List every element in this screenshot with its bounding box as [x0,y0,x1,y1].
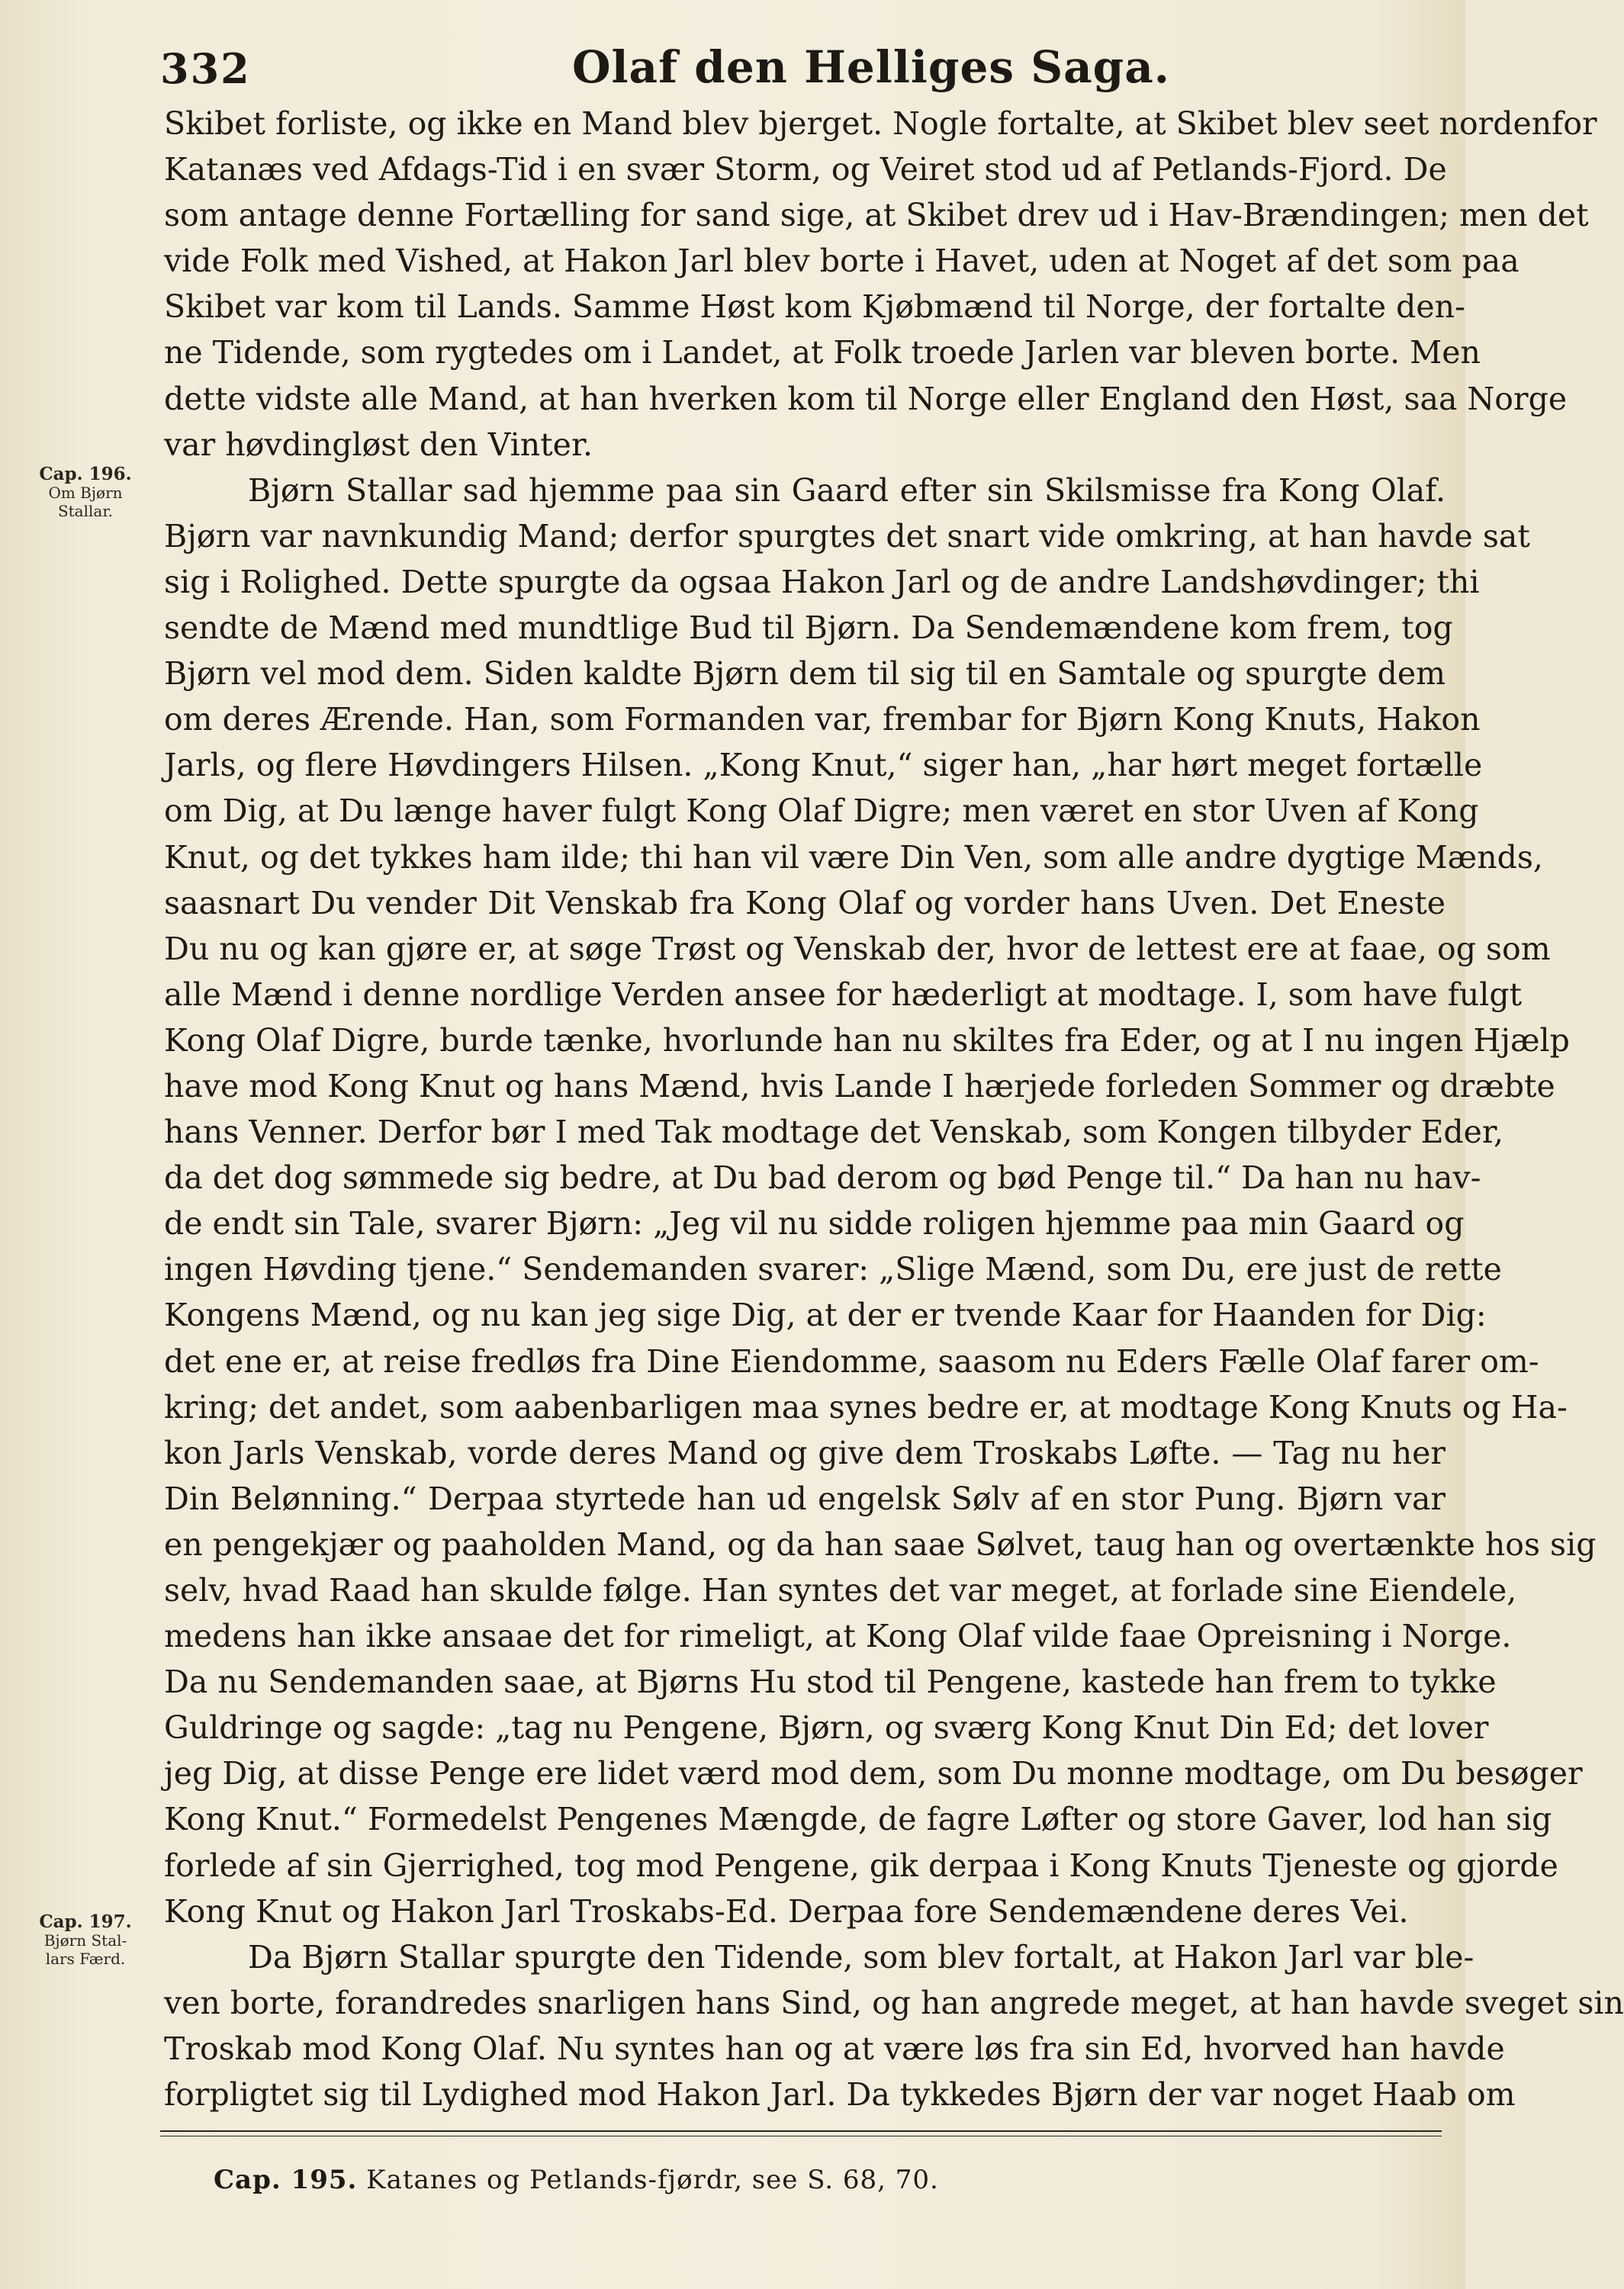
text-line: Da nu Sendemanden saae, at Bjørns Hu stod til Pengene, kastede han frem to tykke [164,1664,1497,1701]
text-line: alle Mænd i denne nordlige Verden ansee for hæderligt at modtage. I, som have fulgt [164,976,1523,1013]
text-line: Kong Knut og Hakon Jarl Troskabs-Ed. Derpaa fore Sendemændene deres Vei. [164,1892,1409,1930]
margin-note-line: Stallar. [57,502,114,520]
text-line: Du nu og kan gjøre er, at søge Trøst og Venskab der, hvor de lettest ere at faae, og som [164,930,1551,967]
page-header [160,37,1435,105]
margin-note-cap: Cap. 196. [39,464,132,484]
text-line: vide Folk med Vished, at Hakon Jarl blev borte i Havet, uden at Noget af det som paa [164,243,1519,280]
footnote-rule [160,2130,1442,2132]
text-line: forpligtet sig til Lydighed mod Hakon Jarl. Da tykkedes Bjørn der var noget Haab om [164,2076,1516,2114]
text-line: Katanæs ved Afdags-Tid i en svær Storm, og Veiret stod ud af Petlands-Fjord. De [164,151,1447,188]
text-line: Skibet forliste, og ikke en Mand blev bjerget. Nogle fortalte, at Skibet blev seet nordenfor [164,105,1597,142]
text-line: Bjørn Stallar sad hjemme paa sin Gaard efter sin Skilsmisse fra Kong Olaf. [248,471,1446,509]
footnote [214,2165,939,2195]
text-line: kon Jarls Venskab, vorde deres Mand og give dem Troskabs Løfte. — Tag nu her [164,1434,1446,1471]
text-line: Troskab mod Kong Olaf. Nu syntes han og at være løs fra sin Ed, hvorved han havde [164,2030,1505,2067]
text-line: have mod Kong Knut og hans Mænd, hvis Lande I hærjede forleden Sommer og dræbte [164,1067,1555,1104]
margin-note-line: Bjørn Stal- [43,1931,127,1950]
text-line: Kong Olaf Digre, burde tænke, hvorlunde han nu skiltes fra Eder, og at I nu ingen Hjælp [164,1021,1570,1059]
text-line: dette vidste alle Mand, at han hverken kom til Norge eller England den Høst, saa Norge [164,380,1568,417]
running-title: Olaf den Helliges Saga. [572,41,1170,93]
text-line: en pengekjær og paaholden Mand, og da han saae Sølvet, taug han og overtænkte hos sig [164,1525,1597,1563]
footnote-text: Katanes og Petlands-fjørdr, see S. 68, 70. [366,2165,939,2195]
text-line: saasnart Du vender Dit Venskab fra Kong Olaf og vorder hans Uven. Det Eneste [164,884,1446,921]
text-line: Knut, og det tykkes ham ilde; thi han vil være Din Ven, som alle andre dygtige Mænds, [164,838,1543,876]
text-line: selv, hvad Raad han skulde følge. Han syntes det var meget, at forlade sine Eiendele, [164,1572,1517,1609]
text-line: de endt sin Tale, svarer Bjørn: „Jeg vil nu sidde roligen hjemme paa min Gaard og [164,1205,1465,1243]
text-line: Kong Knut.“ Formedelst Pengenes Mængde, de fagre Løfter og store Gaver, lod han sig [164,1801,1552,1838]
text-line: om deres Ærende. Han, som Formanden var, frembar for Bjørn Kong Knuts, Hakon [164,701,1481,738]
text-line: Bjørn vel mod dem. Siden kaldte Bjørn dem til sig til en Samtale og spurgte dem [164,655,1446,693]
text-line: ingen Høvding tjene.“ Sendemanden svarer: „Slige Mænd, som Du, ere just de rette [164,1251,1502,1288]
text-line: Din Belønning.“ Derpaa styrtede han ud engelsk Sølv af en stor Pung. Bjørn var [164,1480,1446,1517]
text-line: sendte de Mænd med mundtlige Bud til Bjørn. Da Sendemændene kom frem, tog [164,609,1453,647]
margin-note-cap-196 [24,465,146,520]
margin-note-line: Om Bjørn [48,484,123,502]
text-line: ne Tidende, som rygtedes om i Landet, at Folk troede Jarlen var bleven borte. Men [164,334,1481,371]
page-number: 332 [160,44,251,93]
text-line: det ene er, at reise fredløs fra Dine Eiendomme, saasom nu Eders Fælle Olaf farer om- [164,1342,1539,1380]
text-line: Jarls, og flere Høvdingers Hilsen. „Kong Knut,“ siger han, „har hørt meget fortælle [164,747,1483,784]
margin-note-cap: Cap. 197. [39,1911,132,1932]
text-line: kring; det andet, som aabenbarligen maa synes bedre er, at modtage Kong Knuts og Ha- [164,1388,1568,1426]
margin-note-line: lars Færd. [45,1950,126,1968]
body-text [164,101,1624,2117]
text-line: Guldringe og sagde: „tag nu Pengene, Bjørn, og sværg Kong Knut Din Ed; det lover [164,1709,1489,1747]
text-line: jeg Dig, at disse Penge ere lidet værd mod dem, som Du monne modtage, om Du besøger [164,1755,1583,1792]
text-line: forlede af sin Gjerrighed, tog mod Pengene, gik derpaa i Kong Knuts Tjeneste og gjorde [164,1847,1558,1884]
text-line: som antage denne Fortælling for sand sige, at Skibet drev ud i Hav-Brændingen; men det [164,197,1589,234]
margin-note-cap-197 [24,1913,146,1968]
text-line: om Dig, at Du længe haver fulgt Kong Olaf Digre; men været en stor Uven af Kong [164,792,1479,830]
text-line: var høvdingløst den Vinter. [164,426,593,463]
text-line: da det dog sømmede sig bedre, at Du bad derom og bød Penge til.“ Da han nu hav- [164,1159,1481,1197]
text-line: Kongens Mænd, og nu kan jeg sige Dig, at der er tvende Kaar for Haanden for Dig: [164,1297,1487,1334]
footnote-cap: Cap. 195. [214,2165,358,2195]
text-line: sig i Rolighed. Dette spurgte da ogsaa Hakon Jarl og de andre Landshøvdinger; thi [164,563,1480,600]
text-line: Da Bjørn Stallar spurgte den Tidende, som blev fortalt, at Hakon Jarl var ble- [248,1938,1474,1976]
text-line: hans Venner. Derfor bør I med Tak modtage det Venskab, som Kongen tilbyder Eder, [164,1114,1504,1151]
text-line: medens han ikke ansaae det for rimeligt, at Kong Olaf vilde faae Opreisning i Norge. [164,1618,1512,1655]
text-line: Skibet var kom til Lands. Samme Høst kom Kjøbmænd til Norge, der fortalte den- [164,288,1465,326]
text-line: ven borte, forandredes snarligen hans Sind, og han angrede meget, at han havde sveget sin [164,1984,1624,2021]
text-line: Bjørn var navnkundig Mand; derfor spurgtes det snart vide omkring, at han havde sat [164,517,1530,555]
